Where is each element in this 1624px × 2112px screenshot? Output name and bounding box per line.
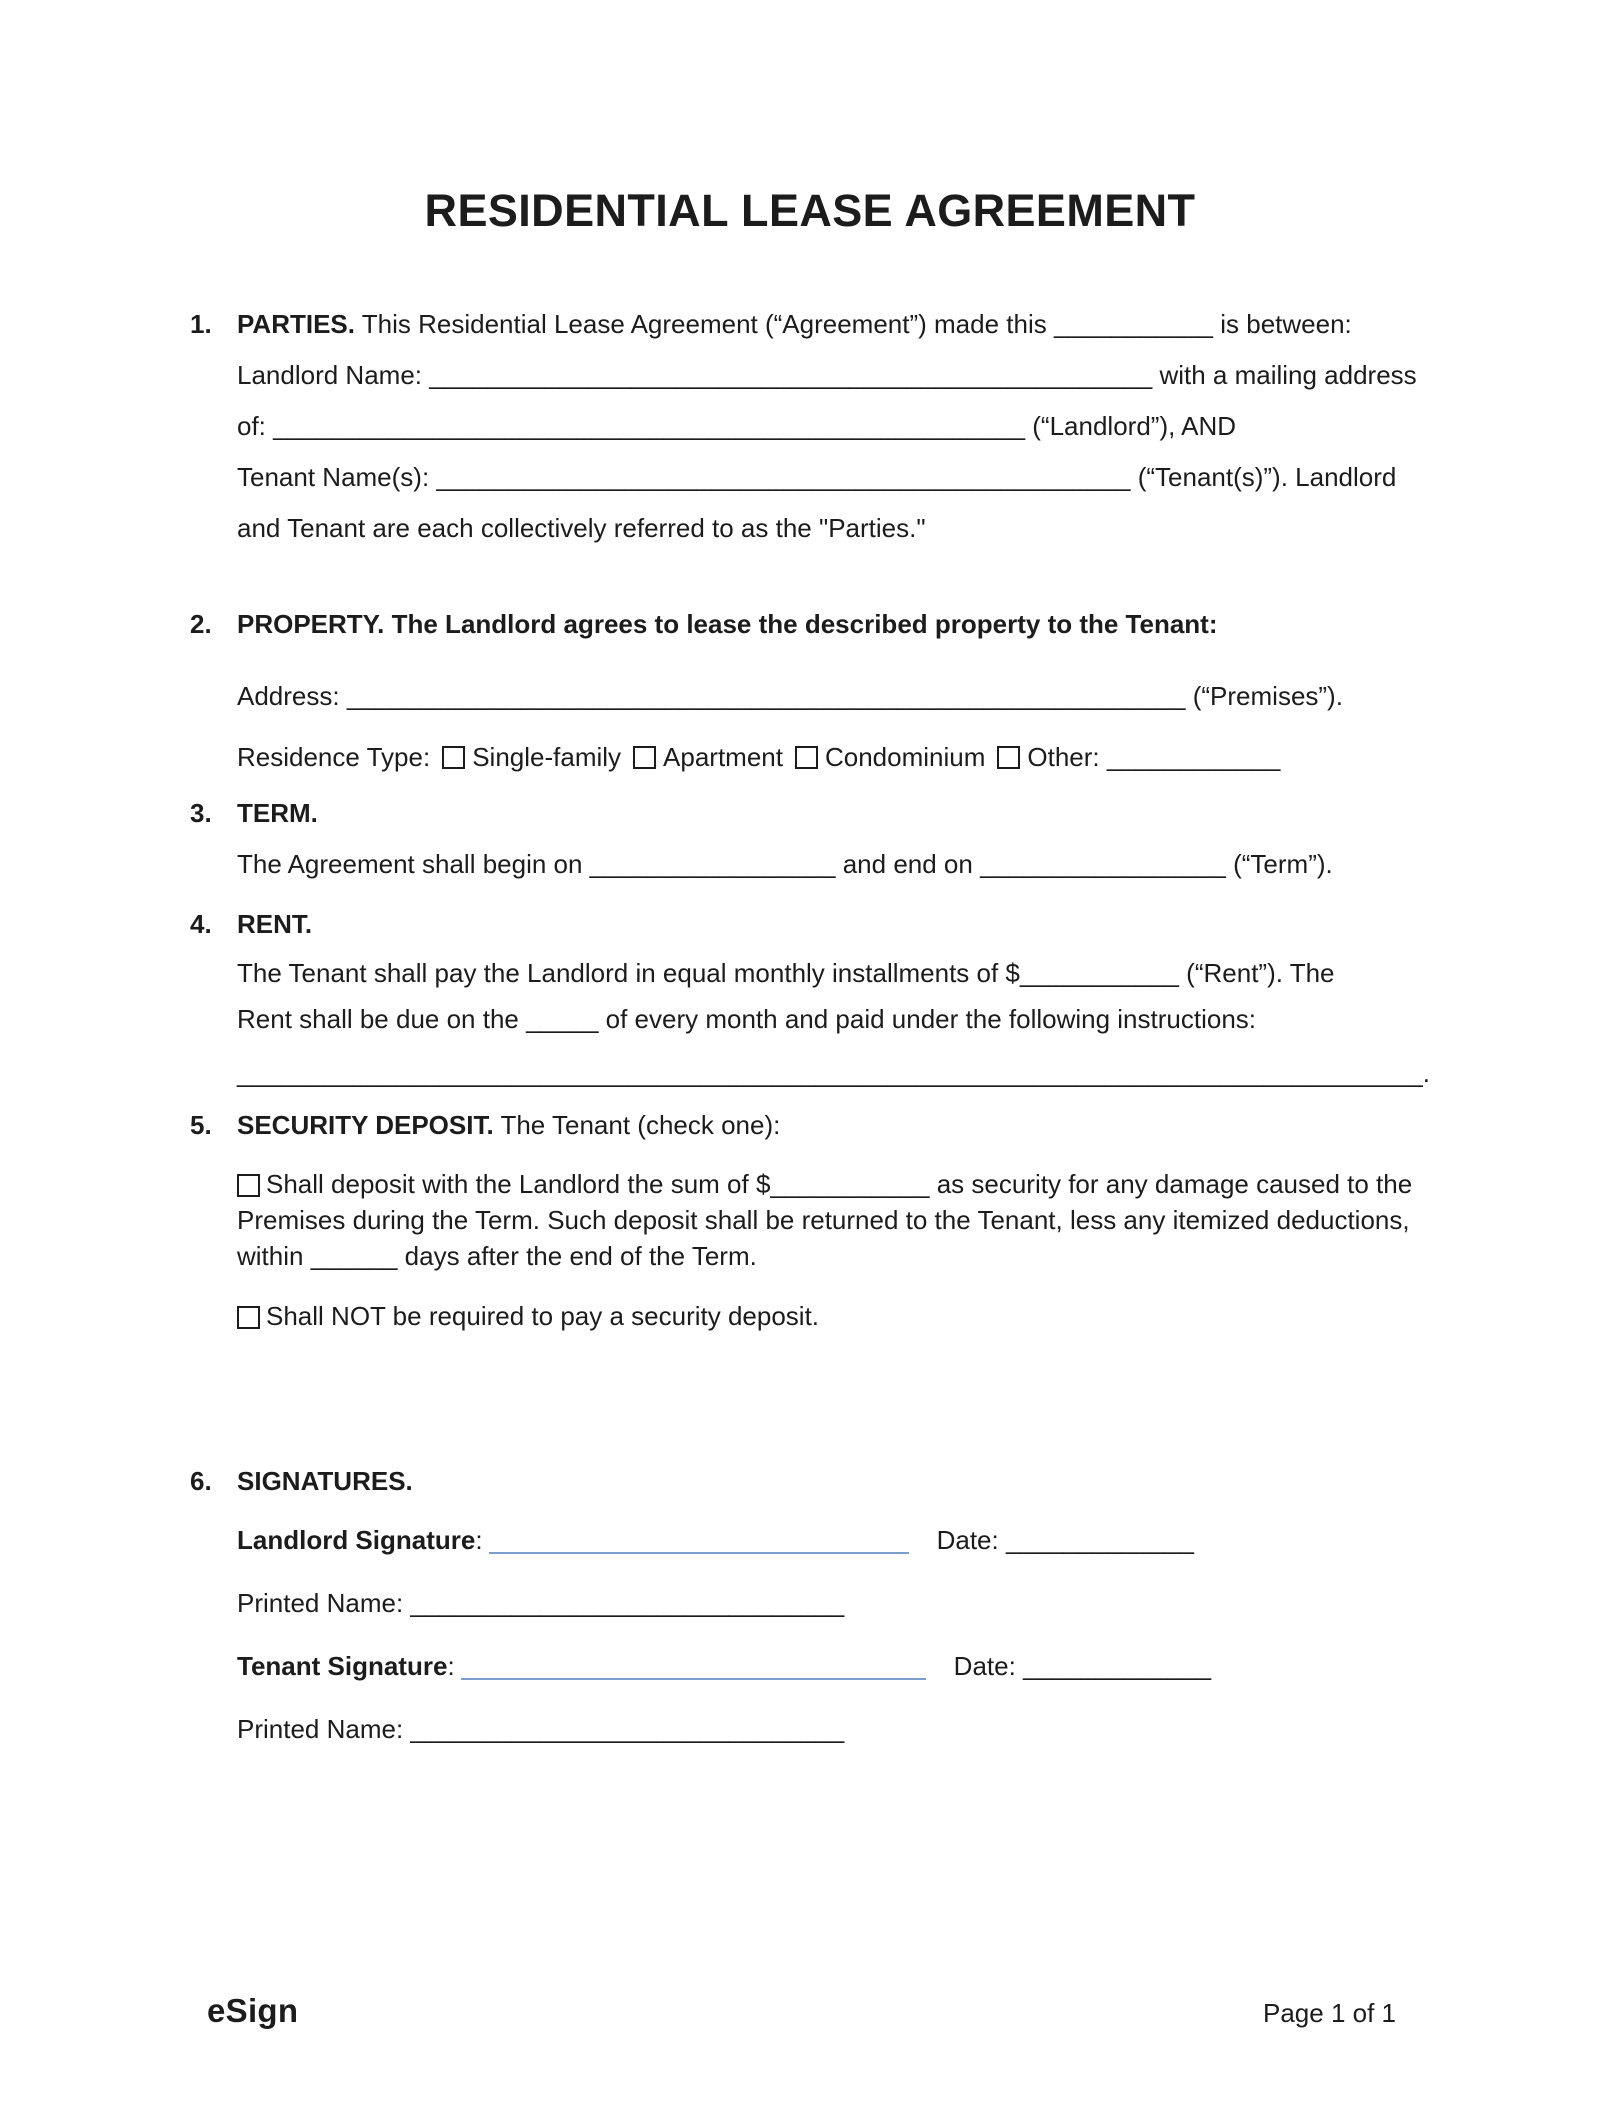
section-3-number: 3. [190,798,212,828]
term-body-line: The Agreement shall begin on _________________ and end on _________________ (“Term”). [237,849,1333,879]
page-number: Page 1 of 1 [1263,1998,1396,2028]
landlord-signature-row [237,1524,1430,1557]
section-5-number: 5. [190,1110,212,1140]
checkbox-condominium[interactable] [795,746,818,769]
property-heading-rest: The Landlord agrees to lease the described property to the Tenant: [391,609,1218,639]
section-6-number: 6. [190,1466,212,1496]
parties-heading-line [237,299,1430,350]
rent-body-line-1: The Tenant shall pay the Landlord in equal monthly installments of $___________ (“Rent”). The [237,958,1335,988]
landlord-printed-name-row [237,1587,1430,1620]
checkbox-other[interactable] [997,746,1020,769]
tenant-signature-row [237,1650,1430,1683]
property-address-line: Address: __________________________________________________________ (“Premises”). [237,681,1343,711]
checkbox-no-security-deposit[interactable] [237,1306,260,1329]
rent-body-line-2: Rent shall be due on the _____ of every month and paid under the following instructions: [237,1004,1257,1034]
rent-instructions-blank-line: __________________________________________________________________________________. [237,1058,1430,1088]
printed-name-label: Printed Name: [237,1714,404,1744]
landlord-signature-field[interactable] [489,1548,909,1554]
section-4-number: 4. [190,909,212,939]
date-label: Date: [936,1525,999,1555]
signatures-heading-line [237,1456,1430,1507]
checkbox-security-deposit[interactable] [237,1174,260,1197]
section-1-heading: PARTIES. [237,309,355,339]
section-rent [190,899,1430,1096]
residence-type-line [237,732,1430,783]
landlord-address-line: of: ____________________________________________________ (“Landlord”), AND [237,411,1237,441]
residence-type-label: Residence Type: [237,742,431,772]
esign-logo: eSign [207,1992,299,2029]
printed-name-label: Printed Name: [237,1588,404,1618]
label-colon: : [447,1651,455,1681]
section-2-number: 2. [190,609,212,639]
parties-intro-text: This Residential Lease Agreement (“Agreement”) made this ___________ is between: [361,309,1352,339]
document-title: RESIDENTIAL LEASE AGREEMENT [424,185,1196,236]
section-2-heading: PROPERTY. [237,609,385,639]
security-option-no-deposit [237,1298,1430,1334]
page-footer [207,1992,1396,2030]
section-3-heading: TERM. [237,798,318,828]
section-6-heading: SIGNATURES. [237,1466,413,1496]
tenant-printed-name-row [237,1713,1430,1746]
security-option-no-deposit-text: Shall NOT be required to pay a security deposit. [266,1301,820,1331]
landlord-signature-label: Landlord Signature [237,1525,476,1555]
option-label-apartment: Apartment [663,742,783,772]
security-option-deposit-text: Shall deposit with the Landlord the sum of $___________ as security for any damage caused to the Premises during the Term. Such deposit shall be returned to the Tenant, less any itemized deductions, within ______ days after the end of the Term. [237,1169,1413,1271]
printed-name-blank: ______________________________ [410,1714,845,1744]
checkbox-apartment[interactable] [633,746,656,769]
landlord-name-line: Landlord Name: __________________________________________________ with a mailing address [237,360,1417,390]
parties-closing-line: and Tenant are each collectively referred to as the "Parties." [237,513,926,543]
option-label-other: Other: [1027,742,1100,772]
section-4-heading: RENT. [237,909,313,939]
section-security-deposit [190,1100,1430,1334]
section-1-number: 1. [190,309,212,339]
section-term [190,788,1430,890]
option-label-single-family: Single-family [472,742,622,772]
option-label-condominium: Condominium [824,742,986,772]
property-heading-line [237,599,1430,650]
printed-name-blank: ______________________________ [410,1588,845,1618]
tenant-signature-label: Tenant Signature [237,1651,448,1681]
section-signatures [190,1456,1430,1746]
date-blank: _____________ [1023,1651,1212,1681]
security-heading-rest: The Tenant (check one): [500,1110,781,1140]
section-5-heading: SECURITY DEPOSIT. [237,1110,494,1140]
tenant-signature-field[interactable] [461,1674,926,1680]
section-property [190,599,1430,783]
checkbox-single-family[interactable] [442,746,465,769]
date-blank: _____________ [1005,1525,1194,1555]
label-colon: : [475,1525,483,1555]
rent-heading-line [237,899,1430,950]
section-parties [190,299,1430,554]
term-heading-line [237,788,1430,839]
date-label: Date: [953,1651,1016,1681]
security-option-deposit [237,1166,1430,1274]
other-blank: ____________ [1106,742,1281,772]
tenant-name-line: Tenant Name(s): ________________________________________________ (“Tenant(s)”). Landlord [237,462,1397,492]
security-heading-line [237,1100,1430,1151]
